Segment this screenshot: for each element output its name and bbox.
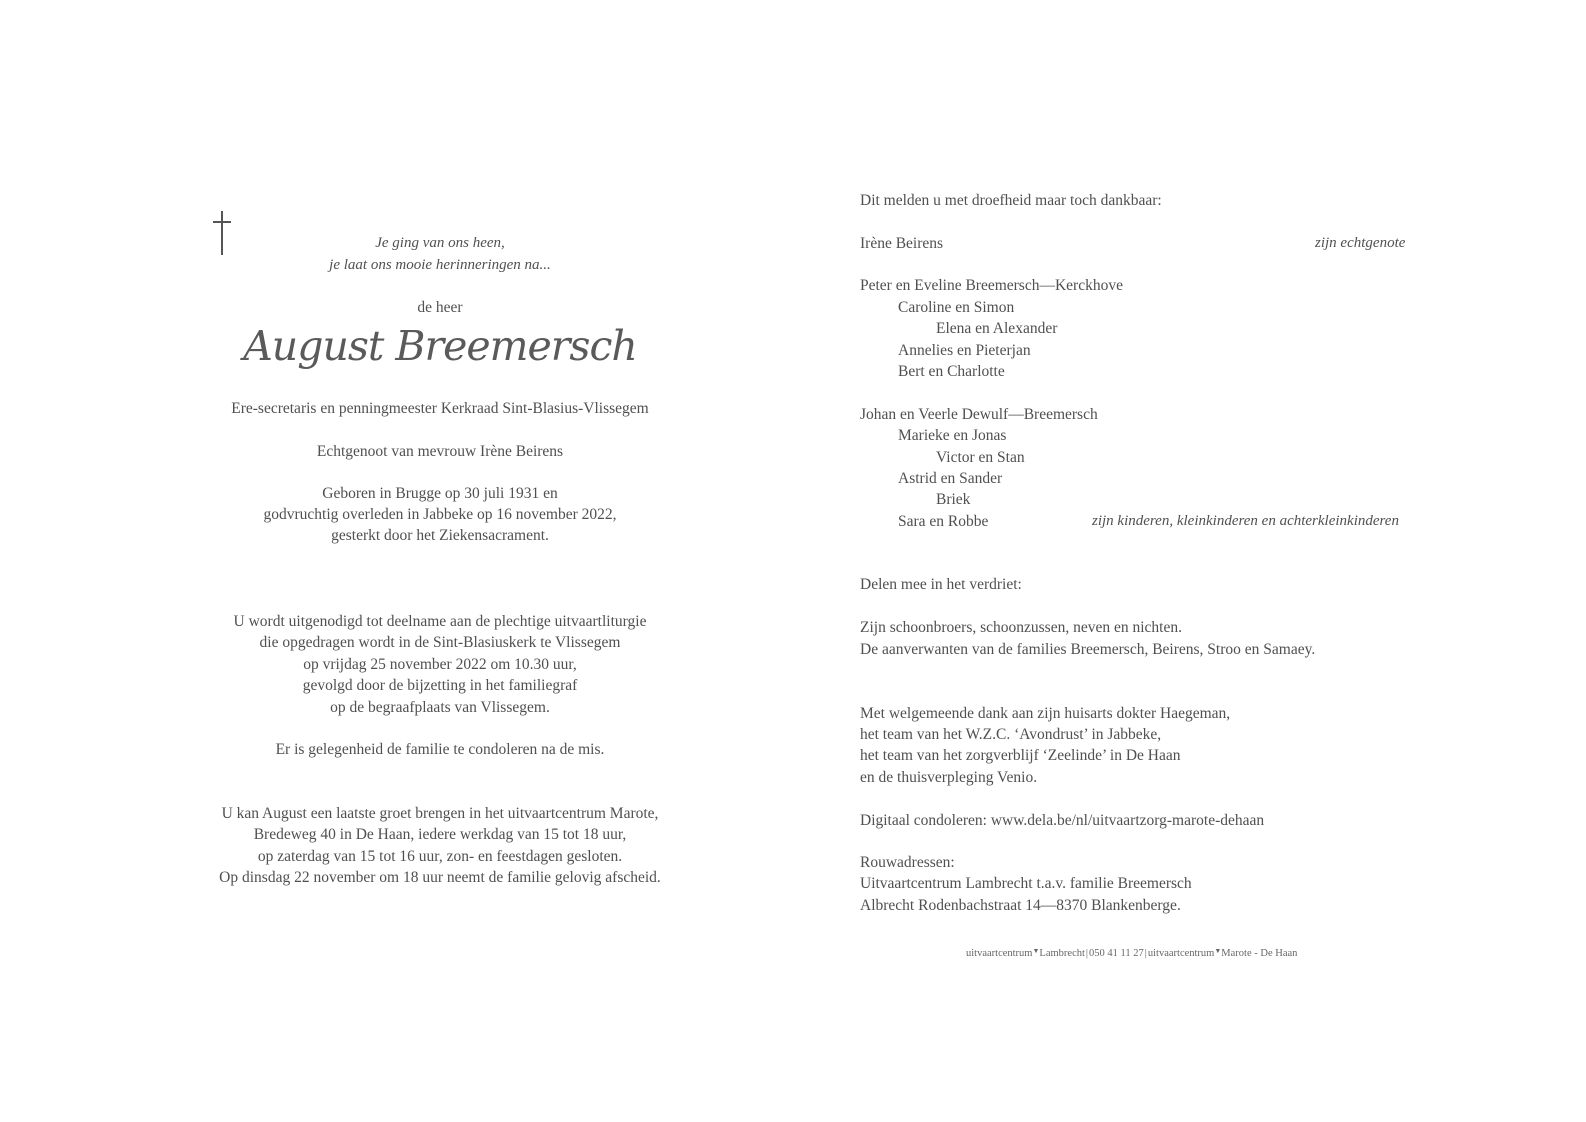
intro-line: Dit melden u met droefheid maar toch dankbaar: <box>860 192 1162 209</box>
thanks-line-4: en de thuisverpleging Venio. <box>860 769 1038 786</box>
poem-line-2: je laat ons mooie herinneringen na... <box>329 257 551 273</box>
footer-brand-1a: uitvaartcentrum <box>966 948 1033 959</box>
role: Ere-secretaris en penningmeester Kerkraad Sint-Blasius-Vlissegem <box>231 400 649 417</box>
footer-separator: | <box>1085 948 1089 959</box>
share-line-1: Zijn schoonbroers, schoonzussen, neven en nichten. <box>860 619 1182 636</box>
family1-head: Peter en Eveline Breemersch—Kerckhove <box>860 277 1123 294</box>
thanks-line-2: het team van het W.Z.C. ‘Avondrust’ in Jabbeke, <box>860 726 1162 743</box>
visit-line-4: Op dinsdag 22 november om 18 uur neemt de familie gelovig afscheid. <box>219 869 661 886</box>
family2-child-2: Astrid en Sander <box>898 470 1003 487</box>
share-intro: Delen mee in het verdriet: <box>860 576 1022 593</box>
poem-line-1: Je ging van ons heen, <box>375 235 505 251</box>
footer-phone: 050 41 11 27 <box>1089 948 1144 959</box>
visit-line-1: U kan August een laatste groet brengen in het uitvaartcentrum Marote, <box>221 805 659 822</box>
address-line-2: Albrecht Rodenbachstraat 14—8370 Blankenberge. <box>860 897 1181 914</box>
footer-brand-2b: Marote - De Haan <box>1221 948 1298 959</box>
liturgy-line-5: op de begraafplaats van Vlissegem. <box>330 699 550 716</box>
family2-child-1: Marieke en Jonas <box>898 427 1007 444</box>
deceased-name: August Breemersch <box>243 322 637 370</box>
spouse-name: Irène Beirens <box>860 235 944 252</box>
liturgy-line-4: gevolgd door de bijzetting in het familiegraf <box>302 677 578 694</box>
thanks-line-1: Met welgemeende dank aan zijn huisarts dokter Haegeman, <box>860 705 1231 722</box>
condolence-line: Er is gelegenheid de familie te condoleren na de mis. <box>275 741 605 758</box>
family1-child-1: Caroline en Simon <box>898 299 1015 316</box>
family2-grandchild-2: Briek <box>936 491 971 508</box>
visit-line-2: Bredeweg 40 in De Haan, iedere werkdag van 15 tot 18 uur, <box>253 826 627 843</box>
footer-credits <box>966 944 1297 961</box>
address-title: Rouwadressen: <box>860 854 955 871</box>
spouse-line: Echtgenoot van mevrouw Irène Beirens <box>316 443 564 460</box>
address-line-1: Uitvaartcentrum Lambrecht t.a.v. familie Breemersch <box>860 875 1192 892</box>
family1-child-3: Bert en Charlotte <box>898 363 1005 380</box>
liturgy-line-1: U wordt uitgenodigd tot deelname aan de plechtige uitvaartliturgie <box>233 613 647 630</box>
digital-condolence: Digitaal condoleren: www.dela.be/nl/uitvaartzorg-marote-dehaan <box>860 812 1265 829</box>
triangle-icon: ▼ <box>1032 947 1040 955</box>
footer-separator: | <box>1144 948 1147 959</box>
footer-brand-1b: Lambrecht <box>1039 948 1085 959</box>
share-line-2: De aanverwanten van de families Breemersch, Beirens, Stroo en Samaey. <box>860 641 1316 658</box>
family1-child-2: Annelies en Pieterjan <box>898 342 1031 359</box>
footer-brand-2a: uitvaartcentrum <box>1147 948 1215 959</box>
liturgy-line-2: die opgedragen wordt in de Sint-Blasiuskerk te Vlissegem <box>259 634 621 651</box>
birth-line-1: Geboren in Brugge op 30 juli 1931 en <box>322 485 558 502</box>
family2-grandchild-1: Victor en Stan <box>936 449 1025 466</box>
family2-child-3: Sara en Robbe <box>898 513 989 530</box>
family2-head: Johan en Veerle Dewulf—Breemersch <box>860 406 1098 423</box>
birth-line-3: gesterkt door het Ziekensacrament. <box>331 527 549 544</box>
triangle-icon: ▼ <box>1214 947 1222 955</box>
children-label: zijn kinderen, kleinkinderen en achterkleinkinderen <box>1092 513 1399 529</box>
salutation: de heer <box>417 299 463 316</box>
birth-line-2: godvruchtig overleden in Jabbeke op 16 november 2022, <box>263 506 617 523</box>
visit-line-3: op zaterdag van 15 tot 16 uur, zon- en feestdagen gesloten. <box>257 848 623 865</box>
liturgy-line-3: op vrijdag 25 november 2022 om 10.30 uur, <box>303 656 577 673</box>
thanks-line-3: het team van het zorgverblijf ‘Zeelinde’ in De Haan <box>860 747 1181 764</box>
family1-grandchild-1: Elena en Alexander <box>936 320 1058 337</box>
spouse-label: zijn echtgenote <box>1315 235 1406 251</box>
